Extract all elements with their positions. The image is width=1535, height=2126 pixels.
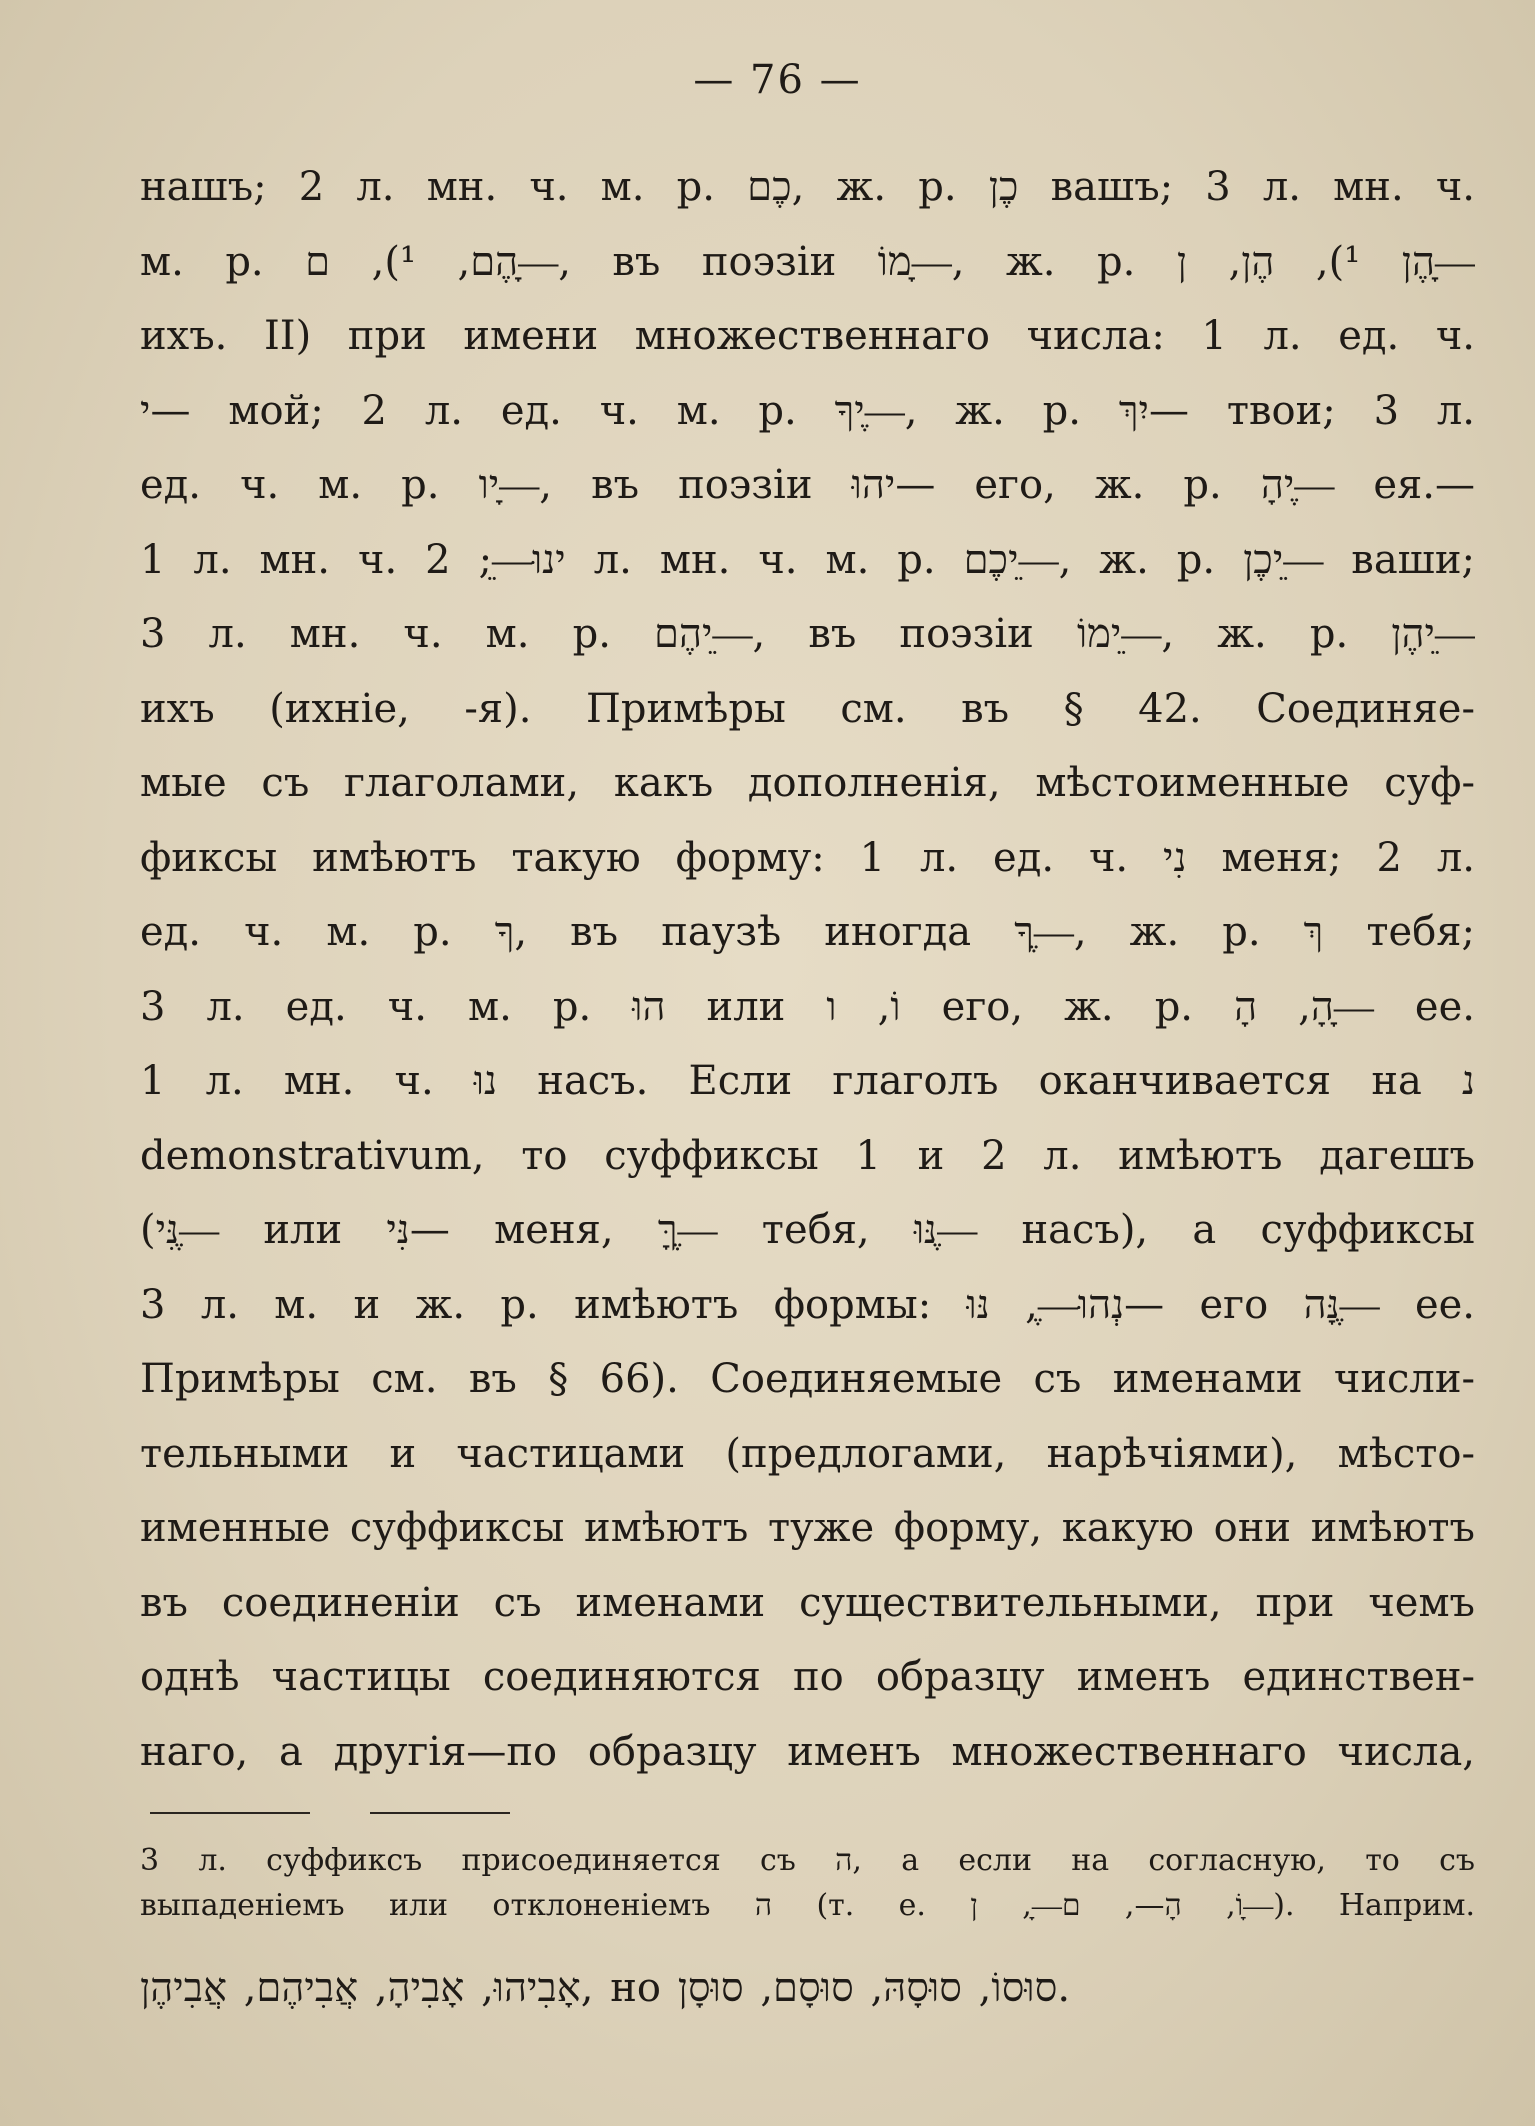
- text-line: 3 л. ед. ч. м. р. הוּ или וֹ, ו его, ж. р. הָ, הָ—ָ ее.: [140, 983, 1475, 1030]
- text-line: однѣ частицы соединяются по образцу именъ единствен-: [140, 1654, 1475, 1700]
- footnote-line: выпаденіемъ или отклоненіемъ ה (т. е. וֹ, הָ—, ם—ָ, ן—ָ). Наприм.: [140, 1888, 1475, 1923]
- text-line: наго, а другія—по образцу именъ множественнаго числа,: [140, 1728, 1475, 1775]
- text-line: 3 л. м. и ж. р. имѣютъ формы: נְהוּ—ֶ, נּוּ— его נָּה—ֶ ее.: [140, 1281, 1475, 1328]
- page-number: — 76 —: [693, 57, 862, 103]
- text-line: ед. ч. м. р. ךָ, въ паузѣ иногда ךָ—ֶ, ж. р. ךְ тебя;: [140, 909, 1475, 955]
- footnote: [140, 1838, 1475, 2018]
- text-line: фиксы имѣютъ такую форму: 1 л. ед. ч. נִי меня; 2 л.: [140, 834, 1475, 881]
- text-line: ед. ч. м. р. יו—ָ, въ поэзіи יהוּ— его, ж. р. יהָ—ֶ ея.—: [140, 462, 1475, 508]
- text-line: 1 л. мн. ч. נוּ насъ. Если глаголъ оканчивается на נ: [140, 1058, 1475, 1104]
- text-line: demonstrativum, то суффиксы 1 и 2 л. имѣютъ дагешъ: [140, 1132, 1475, 1179]
- text-line: именные суффиксы имѣютъ туже форму, какую они имѣютъ: [140, 1505, 1475, 1551]
- footnote-divider: [150, 1812, 310, 1814]
- text-line: י— мой; 2 л. ед. ч. м. р. יךָ—ֶ, ж. р. יִךְ— твои; 3 л.: [140, 387, 1475, 434]
- footnote-hebrew-examples: אָבִיהוּ, אָבִיהָ, אֲבִיהֶם, אֲבִיהֶן, но סוּסוֹ, סוּסָהּ, סוּסָם, סוּסָן.: [140, 1965, 1071, 2011]
- text-line: ихъ. II) при имени множественнаго числа: 1 л. ед. ч.: [140, 313, 1475, 359]
- text-line: 3 л. мн. ч. м. р. יהֶם—ֵ, въ поэзіи ימוֹ—ֵ, ж. р. יהֶן—ֵ: [140, 611, 1475, 657]
- book-page: [140, 40, 1475, 2100]
- text-line: Примѣры см. въ § 66). Соединяемые съ именами числи-: [140, 1356, 1475, 1402]
- text-line: ихъ (ихніе, -я). Примѣры см. въ § 42. Соединяе-: [140, 685, 1475, 732]
- text-line: (נִּי—ֶ или נִּי— меня, ךָּ—ֶ тебя, נּוּ—ֶ насъ), а суффиксы: [140, 1207, 1475, 1253]
- text-line: въ соединеніи съ именами существительными, при чемъ: [140, 1579, 1475, 1626]
- footnote-line: 3 л. суффиксъ присоединяется съ ה, а если на согласную, то съ: [140, 1843, 1475, 1878]
- footnote-divider: [370, 1812, 510, 1814]
- text-line: нашъ; 2 л. мн. ч. м. р. כֶם, ж. р. כֶן вашъ; 3 л. мн. ч.: [140, 164, 1475, 210]
- text-line: тельными и частицами (предлогами, нарѣчіями), мѣсто-: [140, 1430, 1475, 1477]
- text-line: м. р. הֶם, ¹), ם—ָ, въ поэзіи מוֹ—ָ, ж. р. הֶן ¹), הֶן, ן—ָ: [140, 238, 1475, 285]
- main-text: [140, 150, 1475, 1789]
- text-line: 1 л. мн. ч. ינוּ—ֵ; 2 л. мн. ч. м. р. יכֶם—ֵ, ж. р. יכֶן—ֵ ваши;: [140, 536, 1475, 583]
- text-line: мые съ глаголами, какъ дополненія, мѣстоименные суф-: [140, 760, 1475, 806]
